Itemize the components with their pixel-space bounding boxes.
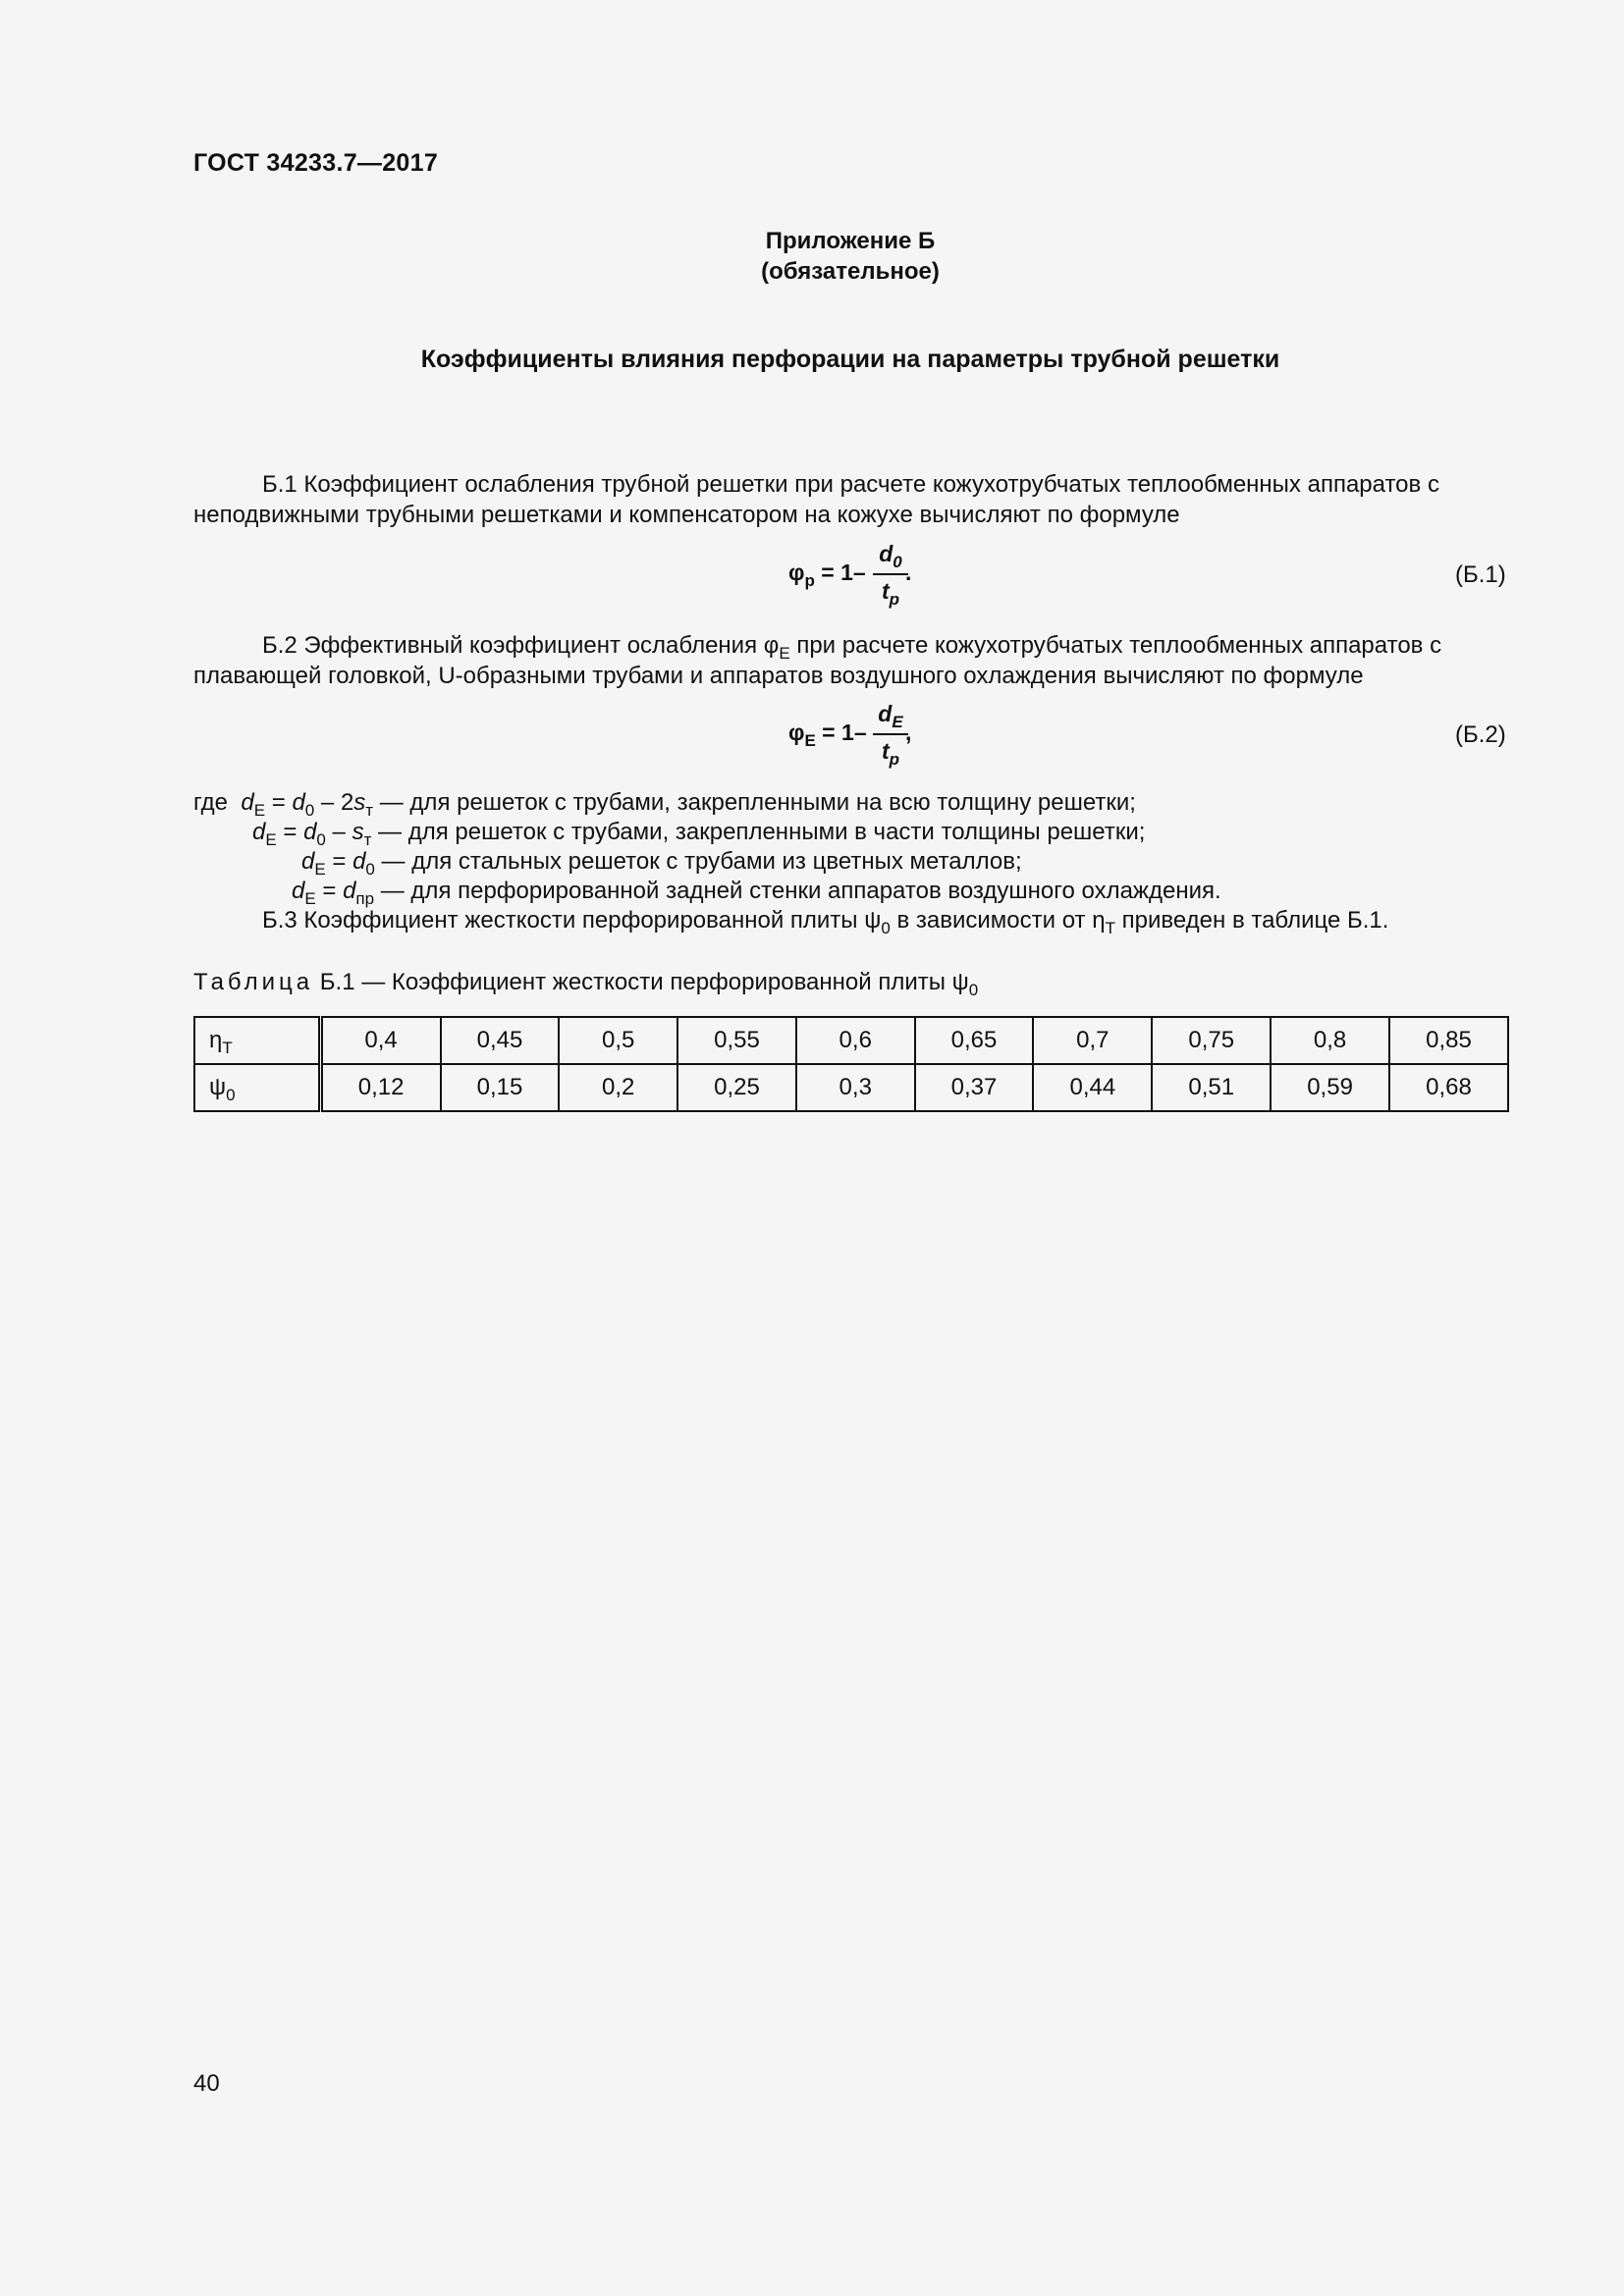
formula-b1-lhs: $\varphi_р = 1-$ [788,560,866,590]
formula-b2-number: (Б.2) [1455,721,1506,748]
formula-b1-number: (Б.1) [1455,561,1506,588]
table-cell: 0,65 [915,1017,1034,1064]
row-header-eta: $\eta_T$ [194,1017,320,1064]
paragraph-b1 [193,469,1509,530]
table-cell: 0,75 [1152,1017,1271,1064]
table-cell: 0,5 [559,1017,677,1064]
fraction-bar [873,733,908,735]
document-code: ГОСТ 34233.7—2017 [193,149,439,177]
table-cell: 0,85 [1389,1017,1508,1064]
coefficient-table [193,1016,1509,1112]
table-cell: 0,45 [441,1017,560,1064]
table-row-eta [194,1017,1508,1064]
table-cell: 0,51 [1152,1064,1271,1111]
where-item-4: $d_E = d_{пр}$ — для перфорированной задней стенки аппаратов воздушного охлаждения. [292,878,1221,908]
table-row-psi [194,1064,1508,1111]
paragraph-b3: Б.3 Коэффициент жесткости перфорированной плиты $\psi_0$ в зависимости от $\eta_T$ приведен в таблице Б.1. [262,907,1389,937]
row-header-psi: $\psi_0$ [194,1064,320,1111]
where-item-3: $d_E = d_0$ — для стальных решеток с трубами из цветных металлов; [301,848,1022,879]
fraction-bar [873,573,908,575]
where-item-2: $d_E = d_0 - s_т$ — для решеток с трубами, закрепленными в части толщины решетки; [252,819,1146,849]
table-cell: 0,4 [320,1017,440,1064]
table-caption: Таблица Б.1 — Коэффициент жесткости перфорированной плиты $\psi_0$ [193,969,979,999]
where-item-1: где $d_E = d_0 - 2s_т$ — для решеток с трубами, закрепленными на всю толщину решетки; [193,789,1136,820]
page-number: 40 [193,2070,220,2097]
table-cell: 0,59 [1271,1064,1389,1111]
formula-b2-fraction: $d_E$ $t_р$ [871,701,910,779]
table-cell: 0,68 [1389,1064,1508,1111]
table-cell: 0,15 [441,1064,560,1111]
table-cell: 0,37 [915,1064,1034,1111]
table-cell: 0,8 [1271,1017,1389,1064]
appendix-title: Приложение Б [765,228,936,254]
paragraph-b2-line2: плавающей головкой, U-образными трубами и аппаратов воздушного охлаждения вычисляют по формуле [193,663,1364,689]
formula-b2-end: , [905,720,912,745]
table-cell: 0,44 [1033,1064,1152,1111]
formula-b2-lhs: $\varphi_E = 1-$ [788,720,867,750]
table-cell: 0,7 [1033,1017,1152,1064]
table-cell: 0,6 [796,1017,915,1064]
appendix-status: (обязательное) [761,258,940,285]
formula-b1-fraction: $d_0$ $t_р$ [871,541,910,619]
table-cell: 0,25 [677,1064,796,1111]
table-cell: 0,2 [559,1064,677,1111]
formula-b1-end: . [905,560,912,585]
section-heading: Коэффициенты влияния перфорации на параметры трубной решетки [420,346,1280,373]
table-cell: 0,12 [320,1064,440,1111]
table-cell: 0,3 [796,1064,915,1111]
paragraph-b2: Б.2 Эффективный коэффициент ослабления $\varphi_E$ при расчете кожухотрубчатых теплообменных аппаратов с плавающей головкой, U-образными трубами и аппаратов воздушного охлаждения вычисляют по формуле [193,632,1442,689]
paragraph-b1-line1: Б.1 Коэффициент ослабления трубной решетки при расчете кожухотрубчатых теплообменных аппаратов с [262,471,1439,498]
paragraph-b1-line2: неподвижными трубными решетками и компенсатором на кожухе вычисляют по формуле [193,502,1180,528]
table-cell: 0,55 [677,1017,796,1064]
